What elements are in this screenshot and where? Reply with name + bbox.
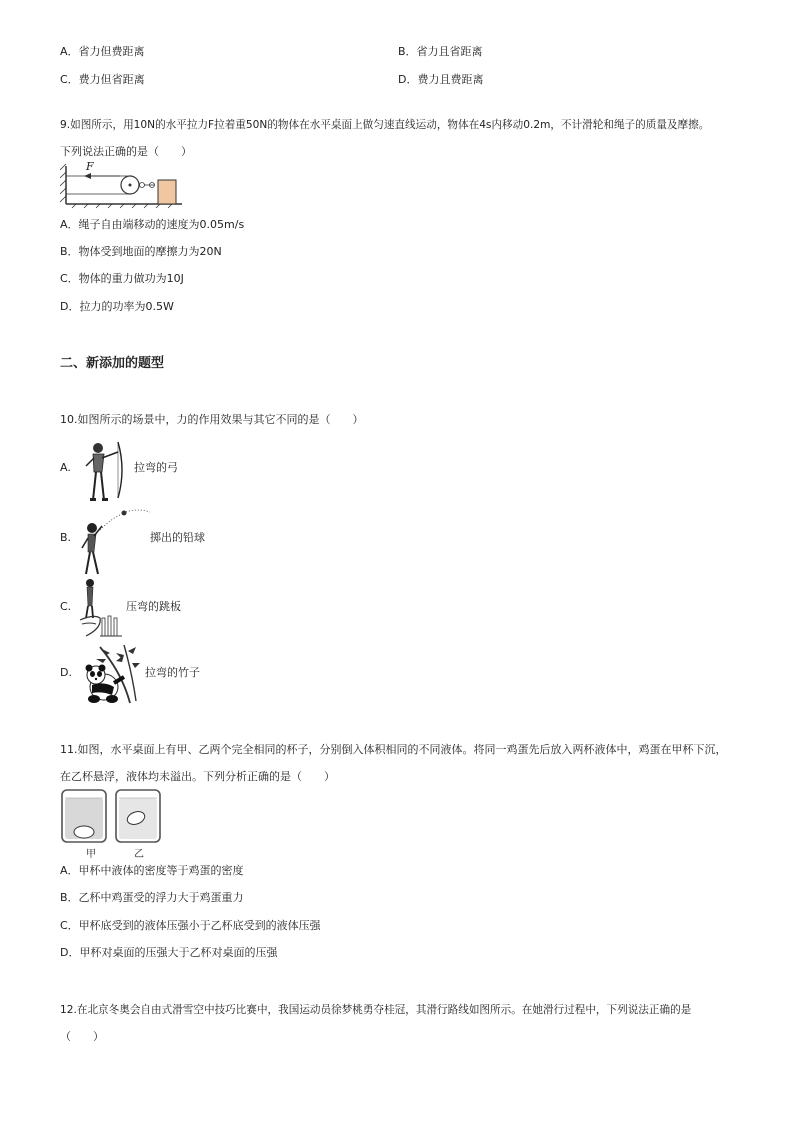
q10-option-c-letter: C. <box>60 600 72 613</box>
q9-stem-line2: 下列说法正确的是（ ） <box>60 145 192 158</box>
q12-stem-line1: 12.在北京冬奥会自由式滑雪空中技巧比赛中，我国运动员徐梦桃勇夺桂冠，其滑行路线如图所示。在她滑行过程中，下列说法正确的是 <box>60 1004 692 1016</box>
q11-option-d: D．甲杯对桌面的压强大于乙杯对桌面的压强 <box>60 946 278 959</box>
q10-option-d-letter: D. <box>60 666 72 679</box>
q12-stem-line2: （ ） <box>60 1030 104 1043</box>
q9-force-label: F <box>86 160 94 173</box>
q8-option-b: B．省力且省距离 <box>398 45 483 58</box>
archer-image <box>80 440 126 504</box>
q9-option-d: D．拉力的功率为0.5W <box>60 300 174 313</box>
q11-option-b: B．乙杯中鸡蛋受的浮力大于鸡蛋重力 <box>60 891 244 904</box>
q8-option-c: C．费力但省距离 <box>60 73 145 86</box>
panda-bamboo-image <box>80 643 142 705</box>
q11-stem-line2: 在乙杯悬浮，液体均未溢出。下列分析正确的是（ ） <box>60 770 335 783</box>
q10-option-b-letter: B. <box>60 531 72 544</box>
q8-option-d: D．费力且费距离 <box>398 73 484 86</box>
q11-option-a: A．甲杯中液体的密度等于鸡蛋的密度 <box>60 864 244 877</box>
q10-option-c-caption: 压弯的跳板 <box>126 600 181 613</box>
q11-option-c: C．甲杯底受到的液体压强小于乙杯底受到的液体压强 <box>60 919 321 932</box>
q11-stem-line1: 11.如图，水平桌面上有甲、乙两个完全相同的杯子，分别倒入体积相同的不同液体。将同一鸡蛋先后放入两杯液体中，鸡蛋在甲杯下沉， <box>60 743 727 756</box>
q9-option-b: B．物体受到地面的摩擦力为20N <box>60 245 222 258</box>
q8-option-a: A．省力但费距离 <box>60 45 145 58</box>
q10-option-d-caption: 拉弯的竹子 <box>145 666 200 679</box>
q9-option-a: A．绳子自由端移动的速度为0.05m/s <box>60 218 245 231</box>
q10-option-a-letter: A. <box>60 461 71 474</box>
shot-put-image <box>78 508 158 578</box>
q9-option-c: C．物体的重力做功为10J <box>60 272 184 285</box>
section-heading: 二、新添加的题型 <box>60 356 165 371</box>
q9-pulley-figure <box>58 160 188 210</box>
q10-stem: 10.如图所示的场景中，力的作用效果与其它不同的是（ ） <box>60 413 364 426</box>
diving-board-image <box>78 578 124 640</box>
q9-stem-line1: 9.如图所示，用10N的水平拉力F拉着重50N的物体在水平桌面上做匀速直线运动，物体在4s内移动0.2m，不计滑轮和绳子的质量及摩擦。 <box>60 119 710 131</box>
cup-label-jia: 甲 <box>86 849 96 860</box>
q10-option-b-caption: 掷出的铅球 <box>150 531 205 544</box>
q10-option-a-caption: 拉弯的弓 <box>134 461 178 474</box>
cup-label-yi: 乙 <box>134 849 144 860</box>
two-cups-figure <box>60 788 170 848</box>
